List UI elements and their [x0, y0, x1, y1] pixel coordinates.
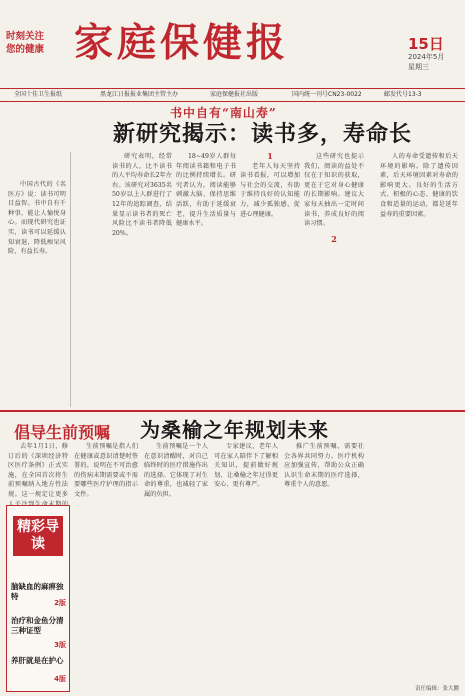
story2-headline: 为桑榆之年规划未来: [140, 418, 329, 442]
column-rule: [70, 152, 71, 407]
story1-col-5: 这些研究也提示我们，阅读的益处不仅在于知识的获取，更在于它对身心健康的长期影响。建议大家每天抽出一定时间读书，养成良好的阅读习惯。 2: [304, 153, 364, 244]
story2-col-4: 专家建议，老年人可在家人陪伴下了解相关知识，提前做好规划，让桑榆之年过得更安心、更有尊严。: [214, 443, 278, 489]
date-month: 2024年5月: [408, 53, 445, 61]
date-weekday: 星期三: [408, 63, 429, 71]
info-row: [0, 88, 465, 102]
story2-col-2: 生前预嘱是指人们在健康或意识清楚时签署的，说明在不可治愈的伤病末期需要或不需要哪些医疗护理的指示文件。: [74, 443, 138, 498]
info-press: 家庭保健报社出版: [210, 91, 259, 98]
editor-credit: 责任编辑：张大鹏: [414, 686, 459, 692]
section-number-2: 2: [331, 233, 337, 244]
story2-col-5: 推广生前预嘱，需要社会各界共同努力。医疗机构应加强宣传，帮助公众正确认识生命末期的医疗选择，尊重个人的意愿。: [284, 443, 364, 489]
guide-item-text: 养肝就是在护心: [11, 656, 64, 665]
guide-item-page: 2版: [54, 599, 66, 607]
guide-box: [6, 505, 70, 692]
story1-col-2: 研究表明，经常读书的人，比不读书的人平均寿命长2年左右。该研究对3635名50岁以上人群进行了12年的追踪调查，结果显示读书者的死亡风险比不读书者降低20%。: [112, 153, 172, 237]
section-number-1: 1: [267, 151, 273, 161]
info-cn: 国内统一刊号CN23-0022: [292, 91, 362, 98]
date-block: [408, 36, 444, 72]
story1-kicker: 书中自有“南山寿”: [170, 106, 277, 120]
info-postal: 邮发代号13-3: [384, 91, 422, 98]
info-publisher: 黑龙江日报报业集团主管主办: [100, 91, 179, 98]
date-day: 15日: [408, 35, 444, 53]
guide-item[interactable]: [11, 616, 67, 636]
section-divider: [0, 410, 465, 412]
guide-title: 精彩导读: [13, 516, 63, 556]
slogan-line-2: 您的健康: [6, 44, 45, 55]
guide-item-text: 治疗和金鱼分清三种证型: [11, 616, 64, 635]
masthead-slogan: [6, 30, 48, 56]
info-award: 全国十佳卫生报纸: [14, 91, 63, 98]
guide-item[interactable]: [11, 656, 67, 666]
slogan-line-1: 时刻关注: [6, 31, 45, 42]
story2-kicker: 倡导生前预嘱: [14, 423, 111, 442]
story1-headline: 新研究揭示：读书多，寿命长: [113, 121, 413, 147]
masthead-title: 家庭保健报: [74, 20, 290, 66]
story1-col-3: 18~49岁人群每年阅读书籍和电子书的比例持续增长。研究者认为，阅读能够刺激大脑、保持思维活跃，有助于延缓衰老，提升生活质量与健康水平。: [176, 153, 236, 228]
guide-item-text: 脑缺血的麻痹独特: [11, 582, 64, 601]
story2-col-3: 生前预嘱是一个人在意识清醒时，对自己临终时的医疗措施作出的选择。它体现了对生命的尊重，也减轻了家属的负担。: [144, 443, 208, 498]
guide-item-page: 4版: [54, 675, 66, 683]
story1-col-1: 中国古代的《名医方》说：读书可明目益智。书中自有千种事，能让人愉悦身心。而现代研究也证实，读书可以延缓认知衰退，降低痴呆风险，有益长寿。: [8, 181, 66, 256]
story2-col-1: 去年1月1日，修订后的《深圳经济特区医疗条例》正式实施，在全国首次将生前预嘱纳入地方性法规。这一规定让更多: [8, 443, 68, 498]
story1-col-4: 1 老年人每天坚持读书看报，可以增加与社会的交流，有助于维持良好的认知能力，减少孤独感，促进心理健康。: [240, 151, 300, 218]
guide-item-page: 3版: [54, 641, 66, 649]
story1-col-6: 人的寿命受遗传和后天环境的影响。除了遗传因素，后天环境因素对寿命的影响更大。良好的生活方式、积极的心态、健康的饮食和适量的运动，都是延年益寿的重要因素。: [380, 153, 458, 218]
